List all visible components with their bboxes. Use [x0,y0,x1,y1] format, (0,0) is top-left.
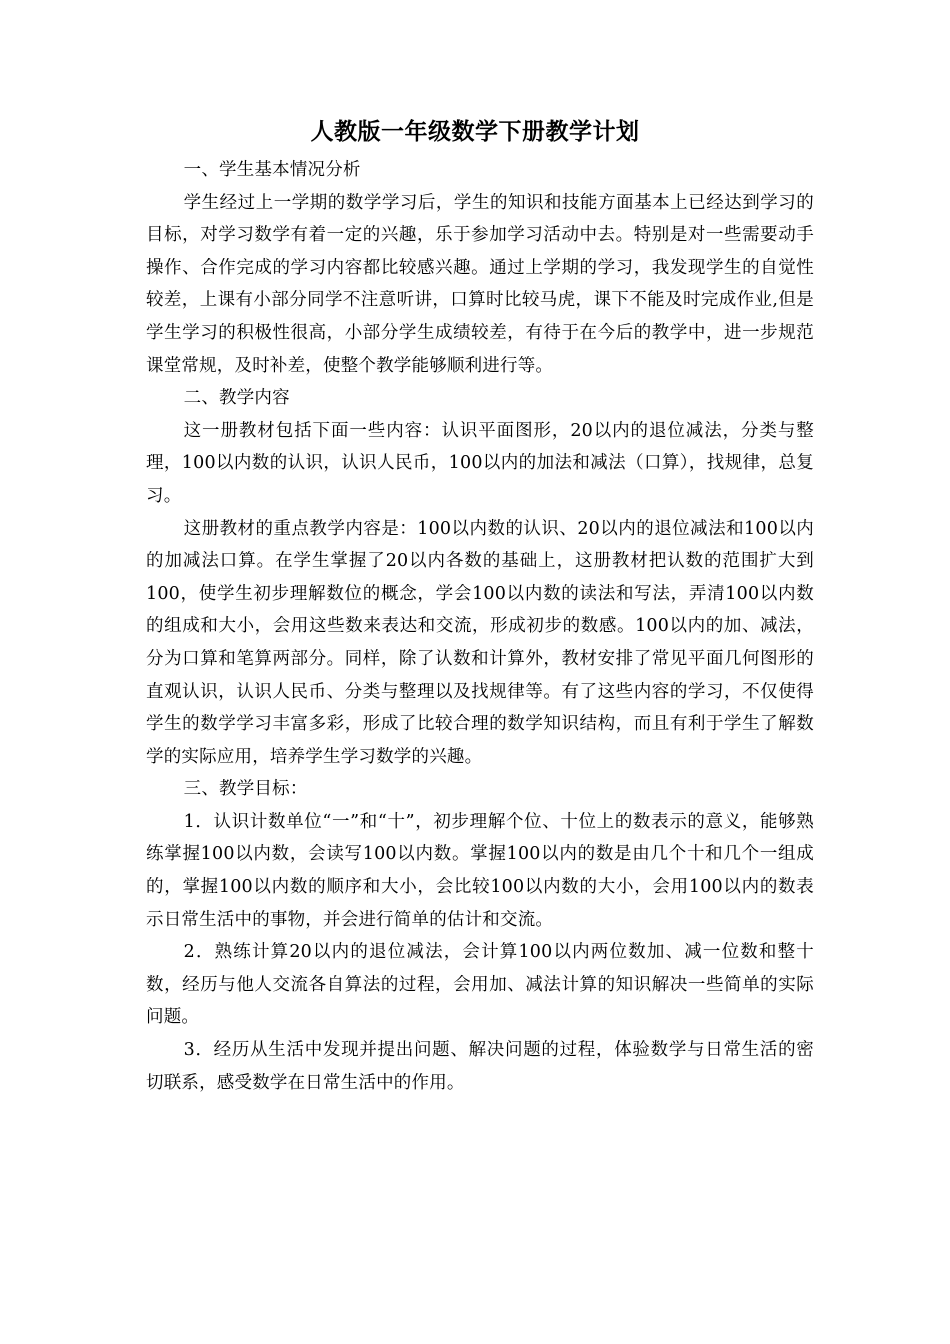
section-2-paragraph-2: 这册教材的重点教学内容是：100以内数的认识、20以内的退位减法和100以内的加减法口算。在学生掌握了20以内各数的基础上，这册教材把认数的范围扩大到100，使学生初步理解数位的概念，学会100以内数的读法和写法，弄清100以内数的组成和大小，会用这些数来表达和交流，形成初步的数感。100以内的加、减法，分为口算和笔算两部分。同样，除了认数和计算外，教材安排了常见平面几何图形的直观认识，认识人民币、分类与整理以及找规律等。有了这些内容的学习，不仅使得学生的数学学习丰富多彩，形成了比较合理的数学知识结构，而且有利于学生了解数学的实际应用，培养学生学习数学的兴趣。 [146,518,814,767]
section-2-paragraph-1: 这一册教材包括下面一些内容：认识平面图形，20以内的退位减法，分类与整理，100以内数的认识，认识人民币，100以内的加法和减法（口算），找规律，总复习。 [146,420,814,506]
section-heading-2: 二、教学内容 [183,388,290,409]
section-heading-3: 三、教学目标： [183,779,308,800]
document-title: 人教版一年级数学下册教学计划 [310,118,640,145]
section-3-paragraph-3: 3．经历从生活中发现并提出问题、解决问题的过程，体验数学与日常生活的密切联系，感受数学在日常生活中的作用。 [146,1040,814,1093]
document-body [146,154,814,1099]
section-1-paragraph-1: 学生经过上一学期的数学学习后，学生的知识和技能方面基本上已经达到学习的目标，对学习数学有着一定的兴趣，乐于参加学习活动中去。特别是对一些需要动手操作、合作完成的学习内容都比较感兴趣。通过上学期的学习，我发现学生的自觉性较差，上课有小部分同学不注意听讲，口算时比较马虎，课下不能及时完成作业,但是学生学习的积极性很高，小部分学生成绩较差，有待于在今后的教学中，进一步规范课堂常规，及时补差，使整个教学能够顺利进行等。 [146,192,814,376]
section-3-paragraph-2: 2．熟练计算20以内的退位减法，会计算100以内两位数加、减一位数和整十数，经历与他人交流各自算法的过程，会用加、减法计算的知识解决一些简单的实际问题。 [146,942,814,1028]
section-3-paragraph-1: 1．认识计数单位“一”和“十”，初步理解个位、十位上的数表示的意义，能够熟练掌握100以内数，会读写100以内数。掌握100以内的数是由几个十和几个一组成的，掌握100以内数的顺序和大小，会比较100以内数的大小，会用100以内的数表示日常生活中的事物，并会进行简单的估计和交流。 [146,811,814,930]
section-heading-1: 一、学生基本情况分析 [183,160,361,180]
